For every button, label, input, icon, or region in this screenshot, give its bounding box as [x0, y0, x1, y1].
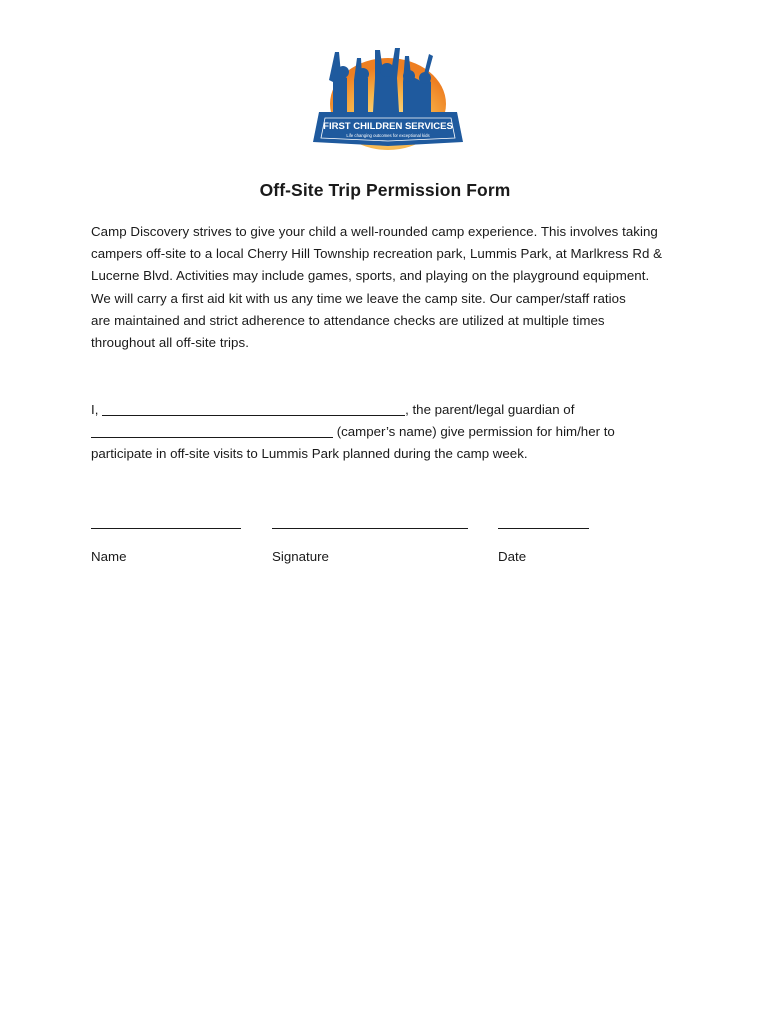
intro-line: are maintained and strict adherence to attendance checks are utilized at multiple times — [91, 312, 605, 328]
consent-camper-suffix: (camper’s name) give permission for him/her to — [333, 424, 615, 440]
guardian-name-blank[interactable] — [102, 401, 405, 416]
date-label: Date — [498, 549, 527, 564]
name-label: Name — [91, 549, 127, 564]
name-input-line[interactable] — [91, 528, 241, 529]
signature-input-line[interactable] — [272, 528, 468, 529]
consent-line-1 — [91, 399, 691, 421]
date-input-line[interactable] — [498, 528, 589, 529]
intro-line: Camp Discovery strives to give your child a well-rounded camp experience. This involves taking — [91, 224, 658, 239]
consent-prefix: I, — [91, 402, 103, 417]
signature-label: Signature — [272, 549, 329, 564]
logo-org-name: FIRST CHILDREN SERVICES — [323, 121, 453, 132]
consent-statement — [91, 399, 691, 466]
intro-line: throughout all off-site trips. — [91, 335, 249, 351]
intro-line: campers off-site to a local Cherry Hill Township recreation park, Lummis Park, at Marlkress Rd & — [91, 246, 663, 262]
intro-line: We will carry a first aid kit with us any time we leave the camp site. Our camper/staff ratios — [91, 290, 626, 306]
form-title: Off-Site Trip Permission Form — [259, 180, 511, 200]
consent-line-2 — [91, 421, 691, 443]
first-children-services-logo — [305, 42, 471, 152]
consent-line-3: participate in off-site visits to Lummis Park planned during the camp week. — [91, 446, 528, 462]
children-silhouettes — [329, 48, 433, 112]
intro-line: Lucerne Blvd. Activities may include games, sports, and playing on the playground equipment. — [91, 268, 650, 284]
camper-name-blank[interactable] — [91, 423, 333, 438]
logo-tagline: Life changing outcomes for exceptional kids — [346, 133, 430, 138]
intro-paragraph — [91, 221, 691, 354]
consent-guardian-suffix: , the parent/legal guardian of — [405, 402, 575, 417]
